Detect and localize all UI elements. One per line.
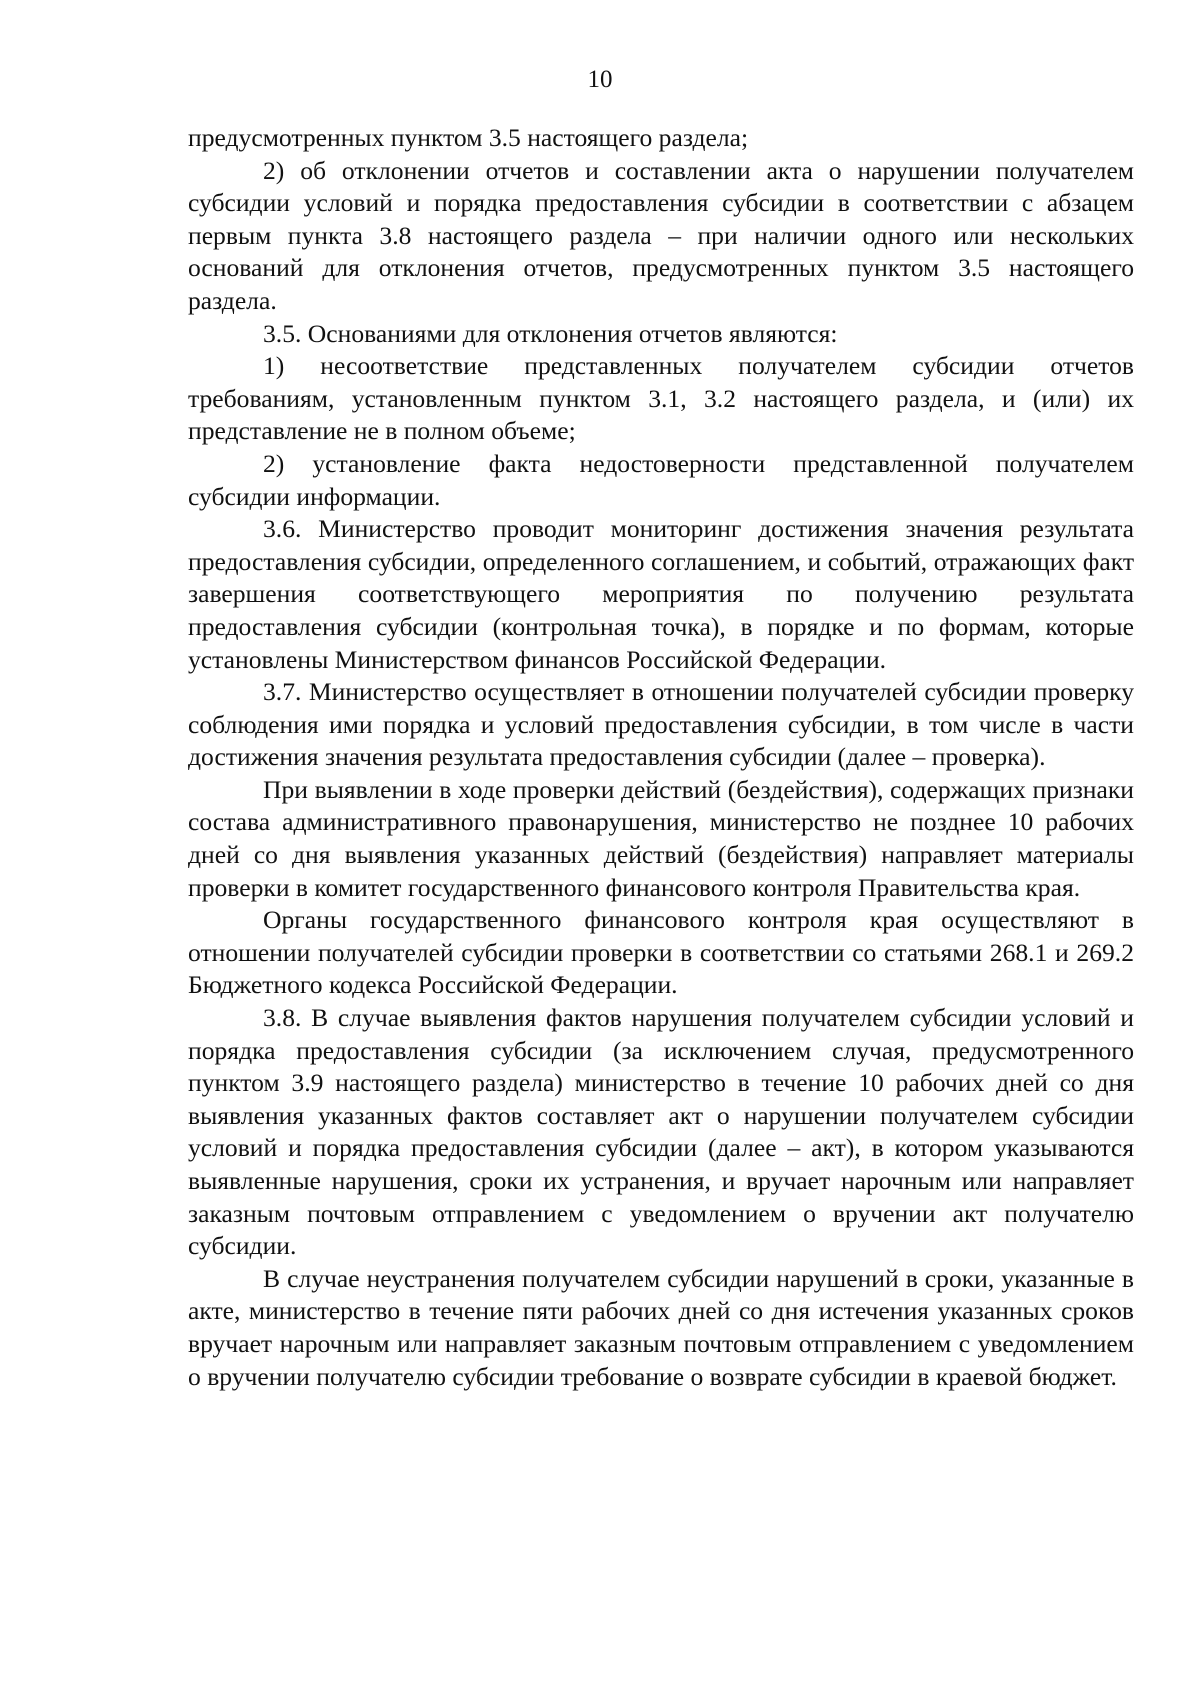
paragraph-3-5-heading: 3.5. Основаниями для отклонения отчетов являются: [263,318,838,348]
paragraph-3-7: 3.7. Министерство осуществляет в отношении получателей субсидии проверку соблюдения ими порядка и условий предоставления субсидии, в том числе в части достижения значения результата предоставления субсидии (далее – проверка). [188,677,1134,772]
paragraph-item-2-rejection: 2) об отклонении отчетов и составлении акта о нарушении получателем субсидии условий и порядка предоставления субсидии в соответствии с абзацем первым пункта 3.8 настоящего раздела – при наличии одного или нескольких оснований для отклонения отчетов, предусмотренных пунктом 3.5 настоящего раздела. [188,155,1134,315]
paragraph-3-5-item-1: 1) несоответствие представленных получателем субсидии отчетов требованиям, установленным пунктом 3.1, 3.2 настоящего раздела, и (или) их представление не в полном объеме; [188,351,1134,446]
document-body [188,122,1134,1393]
paragraph-continuation: предусмотренных пунктом 3.5 настоящего раздела; [188,123,749,152]
paragraph-3-7-violations: При выявлении в ходе проверки действий (бездействия), содержащих признаки состава административного правонарушения, министерство не позднее 10 рабочих дней со дня выявления указанных действий (бездействия) направляет материалы проверки в комитет государственного финансового контроля Правительства края. [188,774,1134,902]
paragraph-3-6: 3.6. Министерство проводит мониторинг достижения значения результата предоставления субсидии, определенного соглашением, и событий, отражающих факт завершения соответствующего мероприятия по получению результата предоставления субсидии (контрольная точка), в порядке и по формам, которые установлены Министерством финансов Российской Федерации. [188,514,1134,674]
paragraph-3-8-non-remediation: В случае неустранения получателем субсидии нарушений в сроки, указанные в акте, министерство в течение пяти рабочих дней со дня истечения указанных сроков вручает нарочным или направляет заказным почтовым отправлением с уведомлением о вручении получателю субсидии требование о возврате субсидии в краевой бюджет. [188,1263,1134,1391]
paragraph-3-5-item-2: 2) установление факта недостоверности представленной получателем субсидии информации. [188,448,1134,511]
paragraph-3-8: 3.8. В случае выявления фактов нарушения получателем субсидии условий и порядка предоставления субсидии (за исключением случая, предусмотренного пунктом 3.9 настоящего раздела) министерство в течение 10 рабочих дней со дня выявления указанных фактов составляет акт о нарушении получателем субсидии условий и порядка предоставления субсидии (далее – акт), в котором указываются выявленные нарушения, сроки их устранения, и вручает нарочным или направляет заказным почтовым отправлением с уведомлением о вручении акт получателю субсидии. [188,1003,1134,1261]
page-number: 10 [587,66,613,93]
paragraph-3-7-control-bodies: Органы государственного финансового контроля края осуществляют в отношении получателей субсидии проверки в соответствии со статьями 268.1 и 269.2 Бюджетного кодекса Российской Федерации. [188,905,1134,1000]
